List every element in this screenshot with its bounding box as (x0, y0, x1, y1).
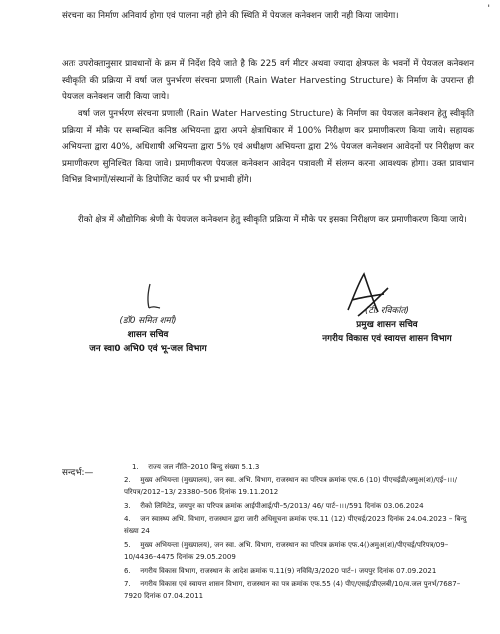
corner-mark: ' (487, 4, 490, 14)
paragraph-2: अतः उपरोक्तानुसार प्रावधानों के क्रम में निर्देश दिये जाते है कि 225 वर्ग मीटर अथवा ज्यादा क्षेत्रफल के भवनों में पेयजल कनेक्शन स्वीकृति की प्रक्रिया में वर्षा जल पुनर्भरण संरचना प्रणाली (Rain Water Harvesting Structure) के निर्माण के उपरान्त ही पेयजल कनेक्शन जारी किया जाये। (62, 59, 474, 103)
reference-7 (124, 578, 476, 603)
signatory-left-department: जन स्वा0 अभि0 एवं भू-जल विभाग (89, 344, 207, 354)
signatory-left (68, 314, 228, 356)
reference-4 (124, 513, 476, 538)
reference-5-number: 5. (124, 540, 131, 549)
reference-4-text: जन स्वास्थ्य अभि. विभाग, राजस्थान द्वारा जारी अधिसूचना क्रमांक एफ.11 (12) पीएचई/2023 दिनांक 24.04.2023 – बिन्दु संख्या 24 (124, 514, 467, 536)
reference-6-number: 6. (124, 566, 131, 575)
paragraph-4: रीको क्षेत्र में औद्योगिक श्रेणी के पेयजल कनेक्शन हेतु स्वीकृति प्रक्रिया में मौके पर इसका निरीक्षण कर प्रमाणीकरण किया जाये। (78, 215, 467, 225)
signature-left-mark (132, 282, 172, 312)
reference-3 (124, 500, 476, 512)
signatory-right-department: नगरीय विकास एवं स्वायत्त शासन विभाग (322, 334, 452, 344)
reference-5 (124, 539, 476, 564)
reference-5-text: मुख्य अभियन्ता (मुख्यालय), जन स्वा. अभि. विभाग, राजस्थान का परिपत्र क्रमांक एफ.4()अमुअ(श)/पीएचई/परिपत्र/09–10/4436–4475 दिनांक 29.05.2009 (124, 540, 449, 562)
signatory-right-designation: प्रमुख शासन सचिव (356, 320, 418, 330)
reference-1 (132, 461, 476, 473)
signatory-left-name: (डॉ0 समित शर्मा) (119, 316, 177, 326)
reference-4-number: 4. (124, 514, 131, 523)
reference-2 (124, 474, 476, 499)
reference-2-number: 2. (124, 475, 131, 484)
reference-7-text: नगरीय विकास एवं स्वायत्त शासन विभाग, राजस्थान का पत्र क्रमांक एफ.55 (4) पीए/एसई/डीएलबी/10/व.जल पुनर्भ/7687–7920 दिनांक 07.04.2011 (124, 579, 461, 601)
references-label: सन्दर्भ:— (62, 468, 94, 478)
reference-6-text: नगरीय विकास विभाग, राजस्थान के आदेश क्रमांक प.11(9) नविवि/3/2020 पार्ट–। जयपुर दिनांक 07.09.2021 (140, 566, 437, 575)
reference-7-number: 7. (124, 579, 131, 588)
reference-6 (124, 565, 476, 577)
reference-1-number: 1. (132, 462, 139, 471)
reference-3-text: रीको लिमिटेड, जयपुर का परिपत्र क्रमांक आईपीआई/पी–5/2013/ 46/ पार्ट–।।।/591 दिनांक 03.06.2024 (140, 501, 424, 510)
reference-1-text: राज्य जल नीति–2010 बिन्दु संख्या 5.1.3 (148, 462, 260, 471)
signatory-right-name: (टी. रविकांत) (365, 306, 409, 316)
reference-3-number: 3. (124, 501, 131, 510)
reference-2-text: मुख्य अभियन्ता (मुख्यालय), जन स्वा. अभि. विभाग, राजस्थान का परिपत्र क्रमांक एफ.6 (10) पीएचईडी/अमुअ(श)/एई–।।।/परिपत्र/2012–13/ 23380–506 दिनांक 19.11.2012 (124, 475, 458, 497)
paragraph-3: वर्षा जल पुनर्भरण संरचना प्रणाली (Rain Water Harvesting Structure) के निर्माण का पेयजल कनेक्शन हेतु स्वीकृति प्रक्रिया में मौके पर सम्बन्धित कनिष्ठ अभियन्ता द्वारा अपने क्षेत्राधिकार में 100% निरीक्षण कर प्रमाणीकरण किया जाये। सहायक अभियन्ता द्वारा 40%, अधिशाषी अभियन्ता द्वारा 5% एवं अधीक्षण अभियन्ता द्वारा 2% पेयजल कनेक्शन आवेदनों पर निरीक्षण कर प्रमाणीकरण सुनिश्चित किया जावे। प्रमाणीकरण पेयजल कनेक्शन आवेदन पत्रावली में संलग्न करना आवश्यक होगा। उक्त प्रावधान विभिन्न विभागों/संस्थानों के डिपोजिट कार्य पर भी प्रभावी होंगे। (62, 109, 474, 186)
signatory-right (292, 304, 482, 346)
signatory-left-designation: शासन सचिव (127, 330, 169, 340)
paragraph-1: संरचना का निर्माण अनिवार्य होगा एवं पालना नही होने की स्थिति में पेयजल कनेक्शन जारी नही किया जायेगा। (62, 11, 399, 21)
